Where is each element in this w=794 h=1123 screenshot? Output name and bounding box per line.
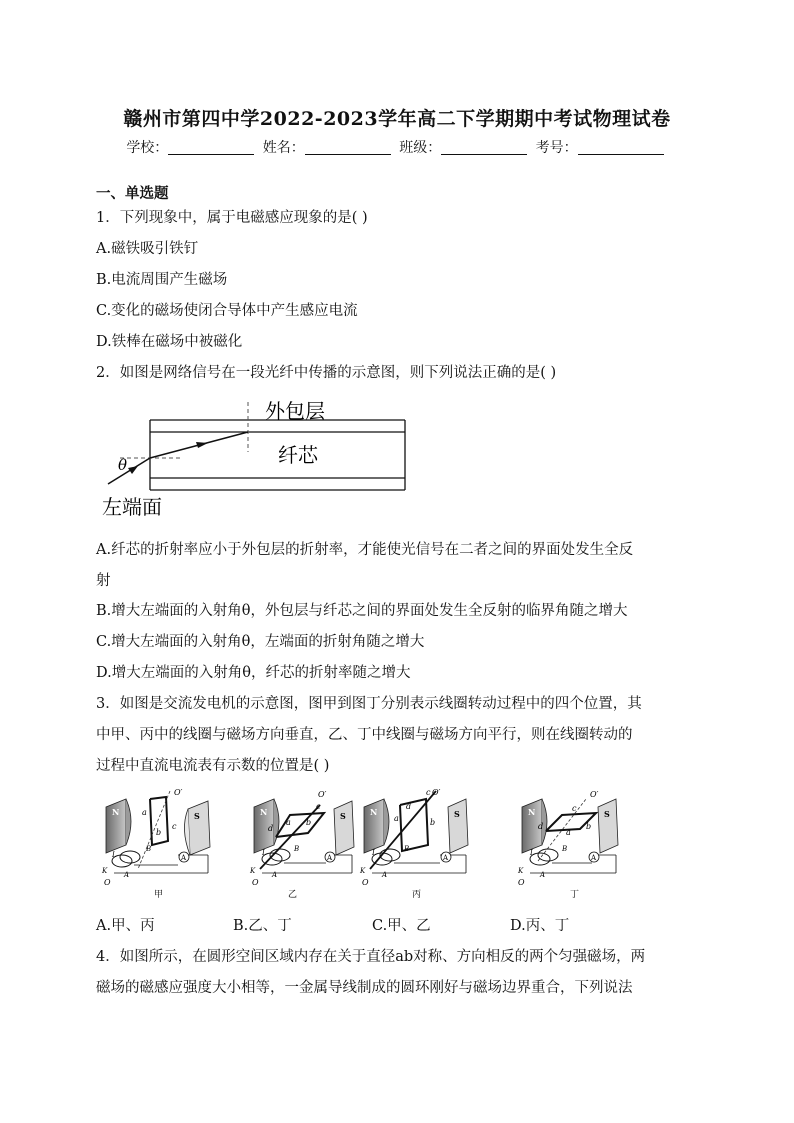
q3-stem-line1: 3．如图是交流发电机的示意图，图甲到图丁分别表示线圈转动过程中的四个位置，其 (96, 696, 642, 712)
q3-option-b: B.乙、丁 (233, 918, 292, 934)
panel-label-jia: 甲 (154, 890, 164, 900)
svg-text:N: N (260, 807, 268, 817)
q1-option-b: B.电流周围产生磁场 (96, 272, 228, 288)
page-title: 赣州市第四中学2022-2023学年高二下学期期中考试物理试卷 (123, 108, 671, 130)
q2-stem: 2．如图是网络信号在一段光纤中传播的示意图，则下列说法正确的是( ) (96, 365, 557, 381)
q1-option-a: A.磁铁吸引铁钉 (96, 241, 199, 257)
svg-text:a: a (286, 818, 291, 827)
svg-text:K: K (518, 867, 524, 875)
school-label: 学校： (126, 140, 169, 156)
svg-text:B: B (562, 845, 568, 853)
generator-panel-jia (101, 788, 210, 900)
svg-text:d: d (538, 822, 544, 831)
student-info-row (0, 137, 794, 157)
section-heading: 一、单选题 (96, 185, 169, 202)
outer-layer-label: 外包层 (265, 399, 325, 423)
class-label: 班级： (399, 140, 442, 156)
svg-text:O: O (362, 878, 369, 887)
svg-text:c: c (572, 804, 577, 813)
svg-text:B: B (146, 845, 152, 853)
meter-label-jia: A (181, 854, 187, 862)
theta-label: θ (118, 456, 128, 474)
q3-stem-line2: 中甲、丙中的线圈与磁场方向垂直，乙、丁中线圈与磁场方向平行，则在线圈转动的 (96, 727, 633, 743)
generator-panel-ding (517, 790, 618, 900)
svg-text:N: N (370, 807, 378, 817)
q4-stem-line2: 磁场的磁感应强度大小相等，一金属导线制成的圆环刚好与磁场边界重合，下列说法 (96, 980, 633, 996)
svg-text:L: L (262, 849, 267, 857)
q1-option-c: C.变化的磁场使闭合导体中产生感应电流 (96, 303, 358, 319)
name-blank[interactable] (305, 140, 391, 155)
school-blank[interactable] (168, 140, 254, 155)
generator-panel-bing (359, 788, 468, 900)
svg-text:b: b (586, 822, 592, 831)
incident-arrow (128, 466, 138, 474)
svg-text:b: b (430, 818, 436, 827)
svg-text:d: d (406, 802, 412, 811)
meter-label-yi: A (327, 854, 333, 862)
name-label: 姓名： (262, 140, 305, 156)
svg-text:O′: O′ (318, 790, 327, 799)
svg-text:N: N (112, 807, 120, 817)
svg-text:L: L (530, 849, 535, 857)
svg-text:A: A (540, 871, 546, 879)
number-label: 考号： (535, 140, 578, 156)
svg-text:S: S (194, 811, 200, 821)
svg-text:L: L (112, 851, 117, 859)
q1-stem: 1．下列现象中，属于电磁感应现象的是( ) (96, 210, 368, 226)
incident-ray (108, 458, 150, 484)
q4-stem-line1: 4．如图所示，在圆形空间区域内存在关于直径ab对称、方向相反的两个匀强磁场，两 (96, 949, 646, 965)
svg-text:K: K (250, 867, 256, 875)
svg-text:c: c (172, 822, 177, 831)
svg-text:O: O (518, 878, 525, 887)
svg-text:a: a (394, 814, 399, 823)
svg-text:A: A (124, 871, 130, 879)
panel-label-yi: 乙 (288, 890, 298, 900)
svg-text:a: a (566, 828, 571, 837)
svg-text:O: O (252, 878, 259, 887)
svg-text:S: S (340, 811, 346, 821)
q2-option-b: B.增大左端面的入射角θ，外包层与纤芯之间的界面处发生全反射的临界角随之增大 (96, 603, 628, 619)
svg-text:A: A (272, 871, 278, 879)
svg-text:c: c (316, 802, 321, 811)
fiber-optic-figure (100, 392, 420, 522)
q2-option-a-line1: A.纤芯的折射率应小于外包层的折射率，才能使光信号在二者之间的界面处发生全反 (96, 542, 634, 558)
q1-option-d: D.铁棒在磁场中被磁化 (96, 334, 243, 350)
number-blank[interactable] (578, 140, 664, 155)
core-label: 纤芯 (278, 443, 318, 467)
svg-text:S: S (604, 809, 610, 819)
meter-label-bing: A (443, 854, 449, 862)
svg-text:O′: O′ (590, 790, 599, 799)
svg-text:B: B (294, 845, 300, 853)
q3-option-d: D.丙、丁 (510, 918, 570, 934)
svg-text:c: c (426, 788, 431, 797)
generator-figures (98, 785, 638, 905)
left-end-label: 左端面 (102, 495, 162, 519)
q3-option-c: C.甲、乙 (372, 918, 431, 934)
generator-panel-yi (249, 790, 354, 900)
svg-text:b: b (156, 828, 162, 837)
refracted-arrow (196, 442, 208, 448)
svg-text:a: a (142, 808, 147, 817)
q2-option-a-line2: 射 (96, 573, 111, 589)
svg-text:L: L (372, 849, 377, 857)
q2-option-d: D.增大左端面的入射角θ，纤芯的折射率随之增大 (96, 665, 411, 681)
svg-text:d: d (268, 824, 274, 833)
svg-text:b: b (306, 818, 312, 827)
svg-text:S: S (454, 809, 460, 819)
q3-stem-line3: 过程中直流电流表有示数的位置是( ) (96, 758, 330, 774)
q2-option-c: C.增大左端面的入射角θ，左端面的折射角随之增大 (96, 634, 425, 650)
svg-text:O: O (104, 878, 111, 887)
svg-text:K: K (360, 867, 366, 875)
class-blank[interactable] (441, 140, 527, 155)
svg-text:A: A (382, 871, 388, 879)
svg-text:B: B (404, 845, 410, 853)
svg-text:O′: O′ (174, 788, 183, 797)
svg-text:N: N (528, 807, 536, 817)
panel-label-bing: 丙 (412, 890, 422, 900)
meter-label-ding: A (591, 854, 597, 862)
panel-label-ding: 丁 (570, 890, 580, 900)
svg-text:K: K (102, 867, 108, 875)
q3-option-a: A.甲、丙 (96, 918, 155, 934)
svg-text:O′: O′ (432, 788, 441, 797)
